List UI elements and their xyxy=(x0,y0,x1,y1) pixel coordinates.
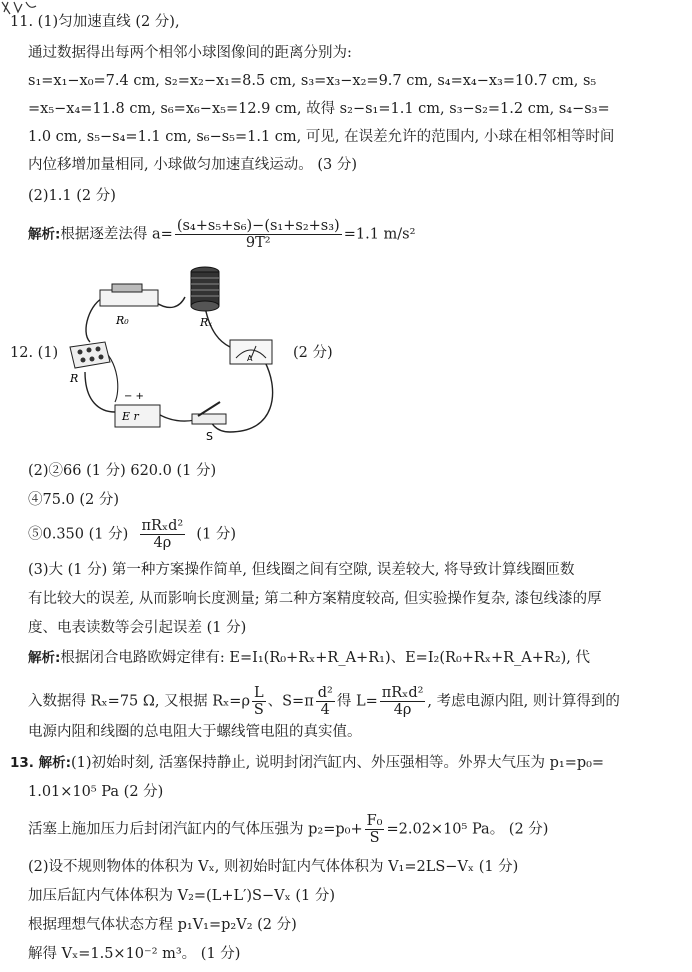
resistor-r0 xyxy=(100,284,158,327)
svg-text:Rₓ: Rₓ xyxy=(200,316,213,329)
q12-part2c xyxy=(28,518,236,551)
analysis-label: 解析: xyxy=(28,650,61,666)
q12-part2b: ④75.0 (2 分) xyxy=(28,492,120,508)
fraction-denominator: S xyxy=(253,702,264,718)
q12-part3-line2: 有比较大的误差, 从而影响长度测量; 第二种方案精度较高, 但实验操作复杂, 漆包线漆的厚 xyxy=(28,591,602,607)
circuit-diagram xyxy=(60,262,280,447)
fraction-denominator: S xyxy=(369,830,380,846)
fraction-numerator: πRₓd² xyxy=(141,518,184,534)
q13-line5: 加压后缸内气体体积为 V₂=(L+L′)S−Vₓ (1 分) xyxy=(28,888,336,904)
text-pre: 活塞上施加压力后封闭汽缸内的气体压强为 p₂=p₀+ xyxy=(28,821,363,838)
part2c-post: (1 分) xyxy=(196,526,237,543)
q12-points: (2 分) xyxy=(293,345,333,361)
q11-s-line4: 内位移增加量相同, 小球做匀加速直线运动。 (3 分) xyxy=(28,157,357,173)
q12-analysis-line1 xyxy=(28,648,590,668)
length-formula-fraction xyxy=(140,518,186,551)
q11-s-line3: 1.0 cm, s₅−s₄=1.1 cm, s₆−s₅=1.1 cm, 可见, 在误差允许的范围内, 小球在相邻相等时间 xyxy=(28,129,615,145)
fraction-numerator: L xyxy=(253,685,264,701)
pressure-fraction xyxy=(365,813,385,846)
fraction-denominator: 9T² xyxy=(245,235,271,251)
text-b: 、S=π xyxy=(267,693,314,710)
q11-part2: (2)1.1 (2 分) xyxy=(28,188,116,204)
q11-s-line1: s₁=x₁−x₀=7.4 cm, s₂=x₂−x₁=8.5 cm, s₃=x₃−x₂=9.7 cm, s₄=x₄−x₃=10.7 cm, s₅ xyxy=(28,73,597,89)
analysis-pre: 根据逐差法得 a= xyxy=(60,226,173,243)
q13-line7: 解得 Vₓ=1.5×10⁻² m³。 (1 分) xyxy=(28,946,241,962)
q11-s-line2: =x₅−x₄=11.8 cm, s₆=x₆−x₅=12.9 cm, 故得 s₂−s₁=1.1 cm, s₃−s₂=1.2 cm, s₄−s₃= xyxy=(28,101,610,117)
q12-analysis-line3: 电源内阻和线圈的总电阻大于螺线管电阻的真实值。 xyxy=(28,724,362,740)
q13-line1 xyxy=(10,753,604,773)
q13-label: 13. 解析: xyxy=(10,755,72,771)
diff-formula-fraction xyxy=(175,218,342,251)
fraction-numerator: d² xyxy=(317,685,333,701)
fraction-numerator: πRₓd² xyxy=(381,685,424,701)
part2c-pre: ⑤0.350 (1 分) xyxy=(28,526,129,543)
l-over-s-fraction xyxy=(252,685,266,718)
length-fraction xyxy=(380,685,426,718)
q13-line3 xyxy=(28,813,548,846)
svg-text:− +: − + xyxy=(124,391,144,402)
text-a: 入数据得 Rₓ=75 Ω, 又根据 Rₓ=ρ xyxy=(28,693,250,710)
q12-label: 12. (1) xyxy=(10,345,59,361)
svg-text:R₀: R₀ xyxy=(116,314,129,327)
battery xyxy=(115,391,160,427)
fraction-denominator: 4 xyxy=(320,702,330,718)
text-post: =2.02×10⁵ Pa。 (2 分) xyxy=(386,821,549,838)
ammeter xyxy=(230,340,272,364)
fraction-denominator: 4ρ xyxy=(153,535,172,551)
fraction-numerator: (s₄+s₅+s₆)−(s₁+s₂+s₃) xyxy=(176,218,340,234)
svg-text:E r: E r xyxy=(122,410,139,423)
text-d: , 考虑电源内阻, 则计算得到的 xyxy=(427,693,620,710)
q13-line6: 根据理想气体状态方程 p₁V₁=p₂V₂ (2 分) xyxy=(28,917,297,933)
resistance-box-r xyxy=(69,342,110,385)
area-fraction xyxy=(316,685,335,718)
q11-intro: 通过数据得出每两个相邻小球图像间的距离分别为: xyxy=(28,45,352,61)
svg-text:R: R xyxy=(70,372,79,385)
q11-analysis xyxy=(28,218,415,251)
q11-header: 11. (1)匀加速直线 (2 分), xyxy=(10,14,180,30)
fraction-denominator: 4ρ xyxy=(393,702,412,718)
q12-part3-line3: 度、电表读数等会引起误差 (1 分) xyxy=(28,620,247,636)
q13-line2: 1.01×10⁵ Pa (2 分) xyxy=(28,784,164,800)
q12-part3-line1: (3)大 (1 分) 第一种方案操作简单, 但线圈之间有空隙, 误差较大, 将导致计算线圈匝数 xyxy=(28,562,575,578)
text-c: 得 L= xyxy=(336,693,378,710)
q12-analysis-line2 xyxy=(28,685,620,718)
analysis-label: 解析: xyxy=(28,226,61,243)
q13-line4: (2)设不规则物体的体积为 Vₓ, 则初始时缸内气体体积为 V₁=2LS−Vₓ (1 分) xyxy=(28,859,519,875)
svg-text:A: A xyxy=(247,354,253,363)
fraction-numerator: F₀ xyxy=(366,813,383,829)
switch-s xyxy=(192,402,226,443)
svg-text:S: S xyxy=(206,430,213,443)
q13-text: (1)初始时刻, 活塞保持静止, 说明封闭汽缸内、外压强相等。外界大气压为 p₁=p₀= xyxy=(71,755,605,771)
analysis-post: =1.1 m/s² xyxy=(343,226,416,243)
analysis-text: 根据闭合电路欧姆定律有: E=I₁(R₀+Rₓ+R_A+R₁)、E=I₂(R₀+Rₓ+R_A+R₂), 代 xyxy=(60,650,591,666)
solenoid-rx xyxy=(191,267,219,329)
q12-part2a: (2)②66 (1 分) 620.0 (1 分) xyxy=(28,463,217,479)
